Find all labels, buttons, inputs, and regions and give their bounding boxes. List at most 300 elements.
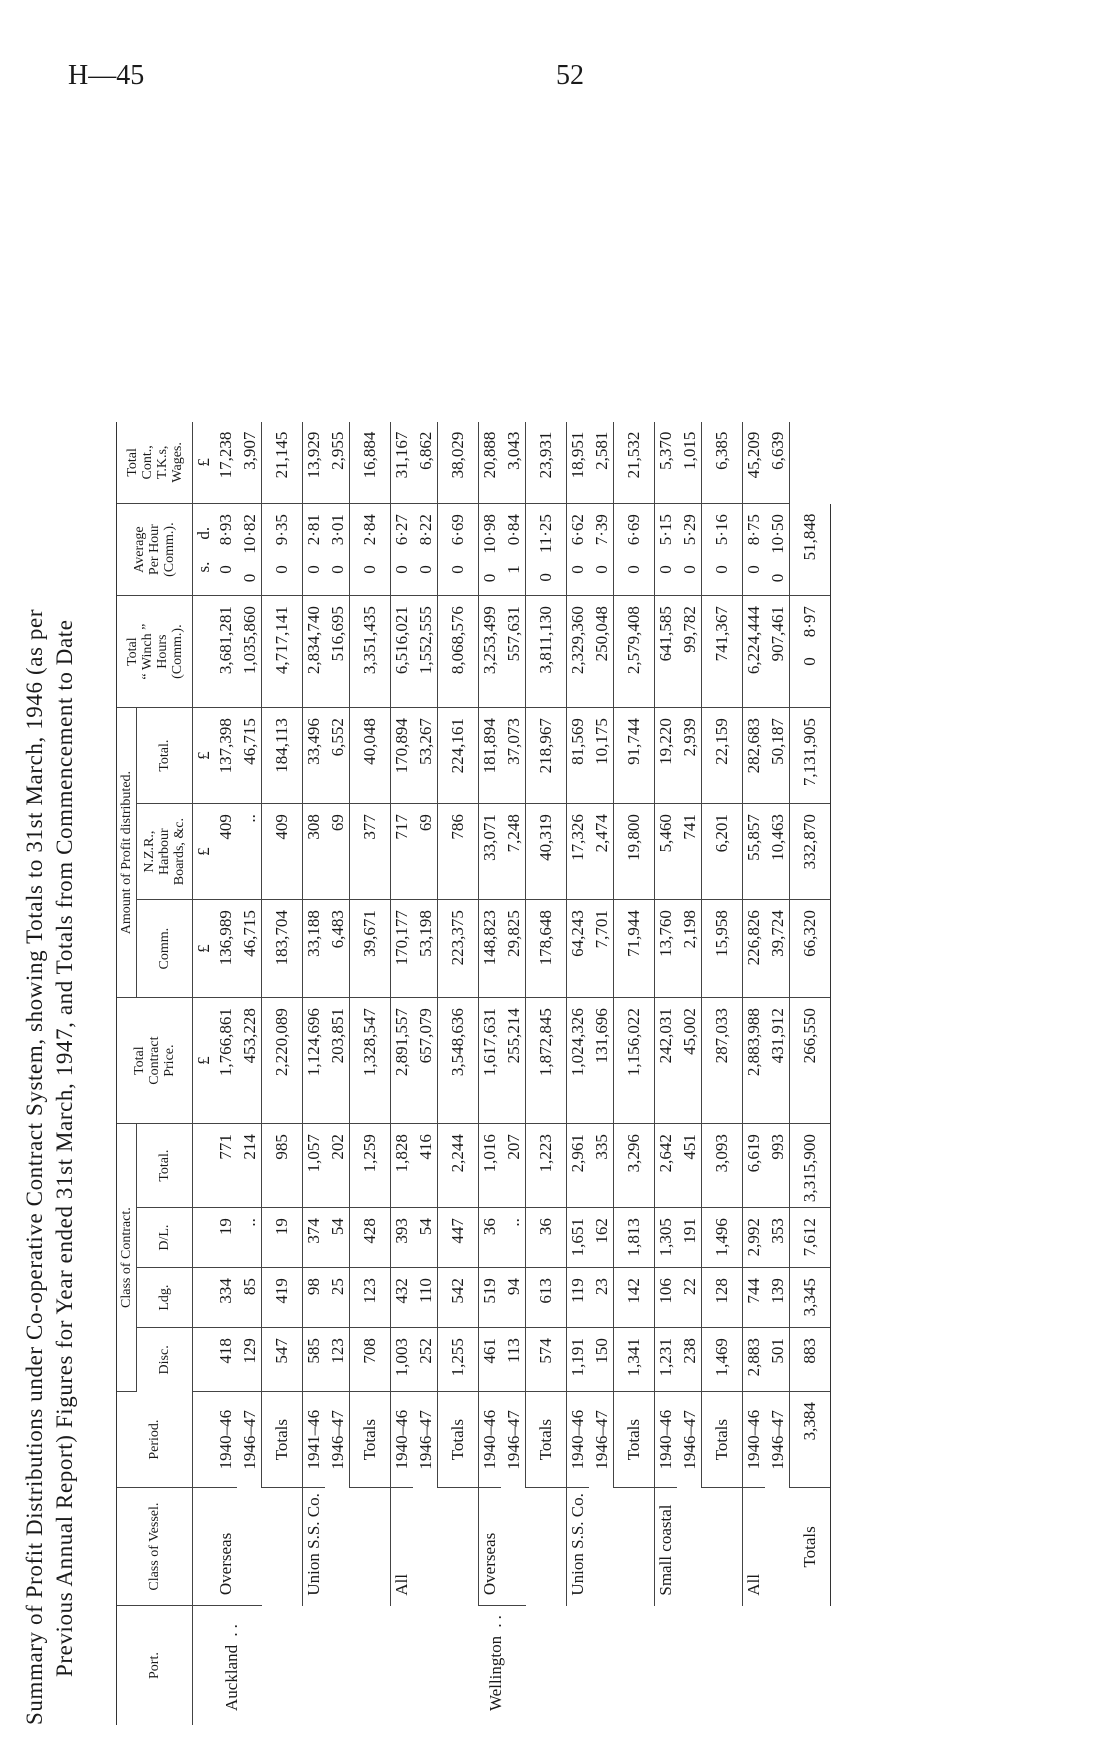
period-header: Period. — [117, 1392, 193, 1488]
period-row — [790, 422, 831, 1725]
port-cell — [193, 1606, 216, 1725]
disc-value: 123 — [325, 1328, 350, 1392]
tot-value: 7,612 — [790, 1208, 831, 1268]
ldg-value: 119 — [567, 1268, 590, 1328]
tot-value: 1,259 — [350, 1124, 391, 1208]
ap-value: 10,175 — [589, 708, 614, 804]
disc-value: 2,883 — [743, 1328, 766, 1392]
average-per-hour — [765, 504, 790, 596]
dl-value: 428 — [350, 1208, 391, 1268]
comm-value: 15,958 — [702, 900, 743, 998]
dl-value: 162 — [589, 1208, 614, 1268]
totals-row — [526, 422, 567, 1725]
disc-value: 501 — [765, 1328, 790, 1392]
ap-value: 19,220 — [655, 708, 678, 804]
comm-value: 39,671 — [350, 900, 391, 998]
period-label: 1940–46 — [567, 1392, 590, 1488]
winch-value: 99,782 — [677, 596, 702, 708]
vessel-cell — [702, 1488, 743, 1606]
cont-value: 31,167 — [391, 422, 414, 504]
cont-value: 45,209 — [743, 422, 766, 504]
page-number: 52 — [556, 60, 584, 91]
comm-value: 148,823 — [479, 900, 502, 998]
comm-value: 7,701 — [589, 900, 614, 998]
ap-total-header: Total. — [137, 708, 193, 804]
avg-pence: 7·39 — [592, 514, 611, 546]
price-value: 242,031 — [655, 998, 678, 1124]
average-per-hour-header: Average Per Hour (Comm.). — [117, 504, 193, 596]
blank-cell — [193, 596, 216, 708]
ldg-value: 22 — [677, 1268, 702, 1328]
price-value: 431,912 — [765, 998, 790, 1124]
tot-value: 451 — [677, 1124, 702, 1208]
tot-value: 1,057 — [303, 1124, 326, 1208]
totals-row — [350, 422, 391, 1725]
vessel-cell — [614, 1488, 655, 1606]
dl-value: 191 — [677, 1208, 702, 1268]
nzr-value: 19,800 — [614, 804, 655, 900]
tot-value: 771 — [215, 1124, 237, 1208]
ap-value: 53,267 — [413, 708, 438, 804]
avg-shillings: 0 — [216, 565, 235, 574]
blank-cell — [193, 1208, 216, 1268]
ap-value: 37,073 — [501, 708, 526, 804]
avg-pence: 3·01 — [328, 514, 347, 546]
avg-shillings: 0 — [304, 565, 323, 574]
dl-value: .. — [501, 1208, 526, 1268]
winch-value: 4,717,141 — [262, 596, 303, 708]
ldg-value: 25 — [325, 1268, 350, 1328]
vessel-name: Union S.S. Co. — [304, 1493, 323, 1596]
ldg-value: 94 — [501, 1268, 526, 1328]
comm-value: 53,198 — [413, 900, 438, 998]
ap-value: 50,187 — [765, 708, 790, 804]
disc-value: 418 — [215, 1328, 237, 1392]
tot-value: 335 — [589, 1124, 614, 1208]
port-name: Auckland — [222, 1644, 241, 1711]
page-code: H—45 — [68, 60, 145, 91]
period-row — [215, 422, 237, 1725]
avg-shillings: 0 — [568, 565, 587, 574]
ap-value: 181,894 — [479, 708, 502, 804]
vessel-cell — [526, 1488, 567, 1606]
average-per-hour — [479, 504, 502, 596]
average-per-hour — [655, 504, 678, 596]
avg-pence: 2·84 — [360, 514, 379, 546]
winch-value: 7,131,905 — [790, 708, 831, 804]
average-per-hour — [215, 504, 237, 596]
vessel-header: Class of Vessel. — [117, 1488, 193, 1606]
ap-value: 332,870 — [790, 804, 831, 900]
ap-value: 40,048 — [350, 708, 391, 804]
ldg-value: 883 — [790, 1328, 831, 1392]
cont-value: 5,370 — [655, 422, 678, 504]
average-per-hour — [743, 504, 766, 596]
avg-pence: 8·75 — [744, 514, 763, 546]
avg-pence: 5·29 — [680, 514, 699, 546]
nzr-value: 741 — [677, 804, 702, 900]
winch-value: 1,552,555 — [413, 596, 438, 708]
avg-shillings: 0 — [240, 573, 259, 583]
price-value: 1,617,631 — [479, 998, 502, 1124]
average-per-hour — [702, 504, 743, 596]
comm-value: 226,826 — [743, 900, 766, 998]
vessel-cell — [479, 1488, 526, 1606]
ldg-value: 744 — [743, 1268, 766, 1328]
disc-value: 461 — [479, 1328, 502, 1392]
ldg-value: 128 — [702, 1268, 743, 1328]
average-per-hour — [677, 504, 702, 596]
vessel-name: Overseas — [480, 1532, 499, 1596]
price-value: 657,079 — [413, 998, 438, 1124]
winch-value: 907,461 — [765, 596, 790, 708]
vessel-cell — [655, 1488, 702, 1606]
dl-value: 19 — [215, 1208, 237, 1268]
dl-value: 54 — [325, 1208, 350, 1268]
cont-value: 6,862 — [413, 422, 438, 504]
period-row — [743, 422, 766, 1725]
avg-pence: 8·93 — [216, 514, 235, 546]
avg-shillings: 0 — [656, 565, 675, 574]
title-line-1: Summary of Profit Distributions under Co-operative Contract System, showing Totals to 31st March, 1946 (as per — [22, 608, 47, 1725]
nzr-value: 409 — [215, 804, 237, 900]
totals-label: Totals — [350, 1392, 391, 1488]
disc-value: 113 — [501, 1328, 526, 1392]
ldg-value: 432 — [391, 1268, 414, 1328]
avg-pence: 10·50 — [768, 514, 787, 554]
avg-pence: 5·15 — [656, 514, 675, 546]
cont-value: 20,888 — [479, 422, 502, 504]
nzr-value: .. — [237, 804, 262, 900]
ap-value: 170,894 — [391, 708, 414, 804]
total-cont-header: Total Cont., T.K.s, Wages. — [117, 422, 193, 504]
winch-value: 641,585 — [655, 596, 678, 708]
average-per-hour — [303, 504, 326, 596]
avg-pence: 8·22 — [416, 514, 435, 546]
winch-value: 2,579,408 — [614, 596, 655, 708]
pound-sign: £ — [193, 708, 216, 804]
price-value: 1,124,696 — [303, 998, 326, 1124]
period-label: 1946–47 — [413, 1392, 438, 1488]
comm-value: 170,177 — [391, 900, 414, 998]
winch-value: 2,834,740 — [303, 596, 326, 708]
cont-value: 6,639 — [765, 422, 790, 504]
disc-header: Disc. — [137, 1328, 193, 1392]
nzr-value: 2,474 — [589, 804, 614, 900]
period-label: 1940–46 — [391, 1392, 414, 1488]
dl-value: 3,345 — [790, 1268, 831, 1328]
avg-pence: 6·62 — [568, 514, 587, 546]
vessel-cell — [743, 1488, 790, 1606]
dl-value: 353 — [765, 1208, 790, 1268]
dl-value: 1,305 — [655, 1208, 678, 1268]
period-row — [655, 422, 678, 1725]
price-value: 203,851 — [325, 998, 350, 1124]
profit-distribution-table — [116, 422, 831, 1725]
nzr-value: 10,463 — [765, 804, 790, 900]
nzr-value: 69 — [413, 804, 438, 900]
tot-value: 6,619 — [743, 1124, 766, 1208]
ldg-value: 23 — [589, 1268, 614, 1328]
tot-value: 3,093 — [702, 1124, 743, 1208]
disc-value: 1,341 — [614, 1328, 655, 1392]
dl-value: 36 — [479, 1208, 502, 1268]
blank-cell — [193, 1268, 216, 1328]
totals-row — [702, 422, 743, 1725]
period-label: 1940–46 — [479, 1392, 502, 1488]
ap-value: 46,715 — [237, 708, 262, 804]
class-contract-header: Class of Contract. — [117, 1124, 137, 1392]
pound-sign: £ — [193, 900, 216, 998]
avg-shillings: 0 — [592, 565, 611, 574]
period-label: 1946–47 — [501, 1392, 526, 1488]
vessel-cell — [303, 1488, 350, 1606]
ap-value: 137,398 — [215, 708, 237, 804]
avg-pence: 11·25 — [536, 514, 555, 554]
totals-label: Totals — [614, 1392, 655, 1488]
winch-value: 3,253,499 — [479, 596, 502, 708]
period-label: 1946–47 — [677, 1392, 702, 1488]
average-per-hour — [589, 504, 614, 596]
avg-pence: 9·35 — [272, 514, 291, 546]
cc-total-header: Total. — [137, 1124, 193, 1208]
ldg-value: 142 — [614, 1268, 655, 1328]
period-cell — [193, 1392, 216, 1488]
vessel-cell — [262, 1488, 303, 1606]
price-value: 45,002 — [677, 998, 702, 1124]
title-line-2: Previous Annual Report) Figures for Year ended 31st March, 1947, and Totals from Commencement to Date — [52, 619, 77, 1677]
currency-row — [193, 422, 216, 1725]
price-value: 1,328,547 — [350, 998, 391, 1124]
dl-value: .. — [237, 1208, 262, 1268]
comm-value: 183,704 — [262, 900, 303, 998]
winch-value: 1,035,860 — [237, 596, 262, 708]
pound-sign: £ — [193, 422, 216, 504]
comm-value: 46,715 — [237, 900, 262, 998]
disc-value: 1,255 — [438, 1328, 479, 1392]
average-per-hour — [438, 504, 479, 596]
nzr-value: 308 — [303, 804, 326, 900]
winch-value: 3,681,281 — [215, 596, 237, 708]
period-row — [391, 422, 414, 1725]
avg-pence: 5·16 — [712, 514, 731, 546]
dl-header: D/L. — [137, 1208, 193, 1268]
nzr-header: N.Z.R., Harbour Boards, &c. — [137, 804, 193, 900]
comm-value: 2,198 — [677, 900, 702, 998]
winch-value: 516,695 — [325, 596, 350, 708]
vessel-cell — [193, 1488, 216, 1606]
comm-value: 71,944 — [614, 900, 655, 998]
ap-value: 81,569 — [567, 708, 590, 804]
rotated-page-content — [20, 135, 1080, 1725]
blank-cell — [193, 1328, 216, 1392]
nzr-value: 17,326 — [567, 804, 590, 900]
average-per-hour — [526, 504, 567, 596]
contract-price-header: Total Contract Price. — [117, 998, 193, 1124]
comm-value: 178,648 — [526, 900, 567, 998]
nzr-value: 55,857 — [743, 804, 766, 900]
nzr-value: 6,201 — [702, 804, 743, 900]
period-label: 1940–46 — [743, 1392, 766, 1488]
period-label: 1940–46 — [215, 1392, 237, 1488]
price-value: 1,156,022 — [614, 998, 655, 1124]
ldg-value: 419 — [262, 1268, 303, 1328]
price-value: 453,228 — [237, 998, 262, 1124]
average-per-hour — [567, 504, 590, 596]
winch-value: 3,351,435 — [350, 596, 391, 708]
avg-pence: 6·69 — [448, 514, 467, 546]
avg-shillings: 0 — [480, 573, 499, 583]
dl-value: 1,496 — [702, 1208, 743, 1268]
cont-value: 2,955 — [325, 422, 350, 504]
price-value: 2,883,988 — [743, 998, 766, 1124]
port-header: Port. — [117, 1606, 193, 1725]
disc-value: 1,191 — [567, 1328, 590, 1392]
vessel-name: All — [744, 1573, 763, 1596]
disc-value: 238 — [677, 1328, 702, 1392]
cont-value: 18,951 — [567, 422, 590, 504]
pence-label: d. — [194, 526, 213, 540]
comm-header: Comm. — [137, 900, 193, 998]
winch-hours-header: Total “ Winch ” Hours (Comm.). — [117, 596, 193, 708]
tot-value: 1,223 — [526, 1124, 567, 1208]
avg-shillings: 0 — [416, 565, 435, 574]
cont-value: 2,581 — [589, 422, 614, 504]
port-name: Wellington — [485, 1635, 505, 1711]
tot-value: 207 — [501, 1124, 526, 1208]
vessel-name: Small coastal — [656, 1504, 675, 1596]
disc-value: 150 — [589, 1328, 614, 1392]
price-value: 3,548,636 — [438, 998, 479, 1124]
nzr-value: 33,071 — [479, 804, 502, 900]
cont-value: 3,907 — [237, 422, 262, 504]
port-cell: Auckland .. — [222, 1620, 241, 1711]
tot-value: 2,244 — [438, 1124, 479, 1208]
comm-value: 6,483 — [325, 900, 350, 998]
disc-value: 708 — [350, 1328, 391, 1392]
pound-sign: £ — [193, 998, 216, 1124]
avg-shillings: 0 — [768, 573, 787, 583]
winch-value: 3,811,130 — [526, 596, 567, 708]
table-title — [20, 145, 80, 1725]
dl-value: 1,651 — [567, 1208, 590, 1268]
avg-pence: 6·69 — [624, 514, 643, 546]
cont-value: 13,929 — [303, 422, 326, 504]
totals-label: Totals — [702, 1392, 743, 1488]
nzr-value: 69 — [325, 804, 350, 900]
price-value: 2,220,089 — [262, 998, 303, 1124]
dl-value: 447 — [438, 1208, 479, 1268]
vessel-name: All — [392, 1573, 411, 1596]
cont-value: 6,385 — [702, 422, 743, 504]
period-label: 1946–47 — [237, 1392, 262, 1488]
period-label: 1946–47 — [765, 1392, 790, 1488]
table-head — [117, 422, 193, 1725]
average-per-hour — [790, 596, 831, 708]
nzr-value: 40,319 — [526, 804, 567, 900]
avg-pence: 10·82 — [240, 514, 259, 554]
totals-label: Totals — [438, 1392, 479, 1488]
avg-shillings: 0 — [624, 565, 643, 574]
average-per-hour — [501, 504, 526, 596]
totals-row — [438, 422, 479, 1725]
disc-value: 585 — [303, 1328, 326, 1392]
ldg-value: 110 — [413, 1268, 438, 1328]
cont-value: 51,848 — [790, 504, 831, 596]
period-label: 1946–47 — [589, 1392, 614, 1488]
winch-value: 8,068,576 — [438, 596, 479, 708]
tot-value: 202 — [325, 1124, 350, 1208]
average-per-hour — [237, 504, 262, 596]
period-label: 1946–47 — [325, 1392, 350, 1488]
tot-value: 985 — [262, 1124, 303, 1208]
avg-shillings: 0 — [448, 565, 467, 574]
ap-value: 184,113 — [262, 708, 303, 804]
nzr-value: 5,460 — [655, 804, 678, 900]
avg-shillings: 0 — [800, 657, 819, 666]
ldg-value: 334 — [215, 1268, 237, 1328]
vessel-name: Overseas — [216, 1532, 235, 1596]
cont-value: 3,043 — [501, 422, 526, 504]
avg-shillings: 1 — [504, 565, 523, 574]
nzr-value: 717 — [391, 804, 414, 900]
winch-value: 741,367 — [702, 596, 743, 708]
tot-value: 214 — [237, 1124, 262, 1208]
nzr-value: 409 — [262, 804, 303, 900]
tot-value: 993 — [765, 1124, 790, 1208]
tot-value: 1,016 — [479, 1124, 502, 1208]
average-per-hour — [262, 504, 303, 596]
avg-shillings: 0 — [360, 565, 379, 574]
tot-value: 3,296 — [614, 1124, 655, 1208]
price-value: 255,214 — [501, 998, 526, 1124]
vessel-cell — [438, 1488, 479, 1606]
shillings-label: s. — [194, 561, 213, 573]
ap-value: 2,939 — [677, 708, 702, 804]
blank-cell — [193, 1124, 216, 1208]
totals-label: Totals — [262, 1392, 303, 1488]
totals-row — [262, 422, 303, 1725]
ap-value: 33,496 — [303, 708, 326, 804]
disc-value: 129 — [237, 1328, 262, 1392]
avg-shillings: 0 — [392, 565, 411, 574]
amount-profit-header: Amount of Profit distributed. — [117, 708, 137, 998]
vessel-cell — [391, 1488, 438, 1606]
tot-value: 2,642 — [655, 1124, 678, 1208]
nzr-value: 377 — [350, 804, 391, 900]
comm-value: 266,550 — [790, 998, 831, 1124]
ldg-value: 542 — [438, 1268, 479, 1328]
disc-value: 1,469 — [702, 1328, 743, 1392]
dl-value: 1,813 — [614, 1208, 655, 1268]
tot-value: 416 — [413, 1124, 438, 1208]
period-row — [303, 422, 326, 1725]
ap-value: 282,683 — [743, 708, 766, 804]
ap-value: 218,967 — [526, 708, 567, 804]
avg-pence: 6·27 — [392, 514, 411, 546]
avg-pence: 8·97 — [800, 606, 819, 638]
avg-shillings: 0 — [712, 565, 731, 574]
period-label: Totals — [790, 1488, 831, 1606]
vessel-cell — [567, 1488, 614, 1606]
average-per-hour — [614, 504, 655, 596]
period-label: 1941–46 — [303, 1392, 326, 1488]
totals-row — [614, 422, 655, 1725]
cont-value: 21,145 — [262, 422, 303, 504]
average-per-hour — [325, 504, 350, 596]
disc-value: 1,003 — [391, 1328, 414, 1392]
disc-value: 252 — [413, 1328, 438, 1392]
